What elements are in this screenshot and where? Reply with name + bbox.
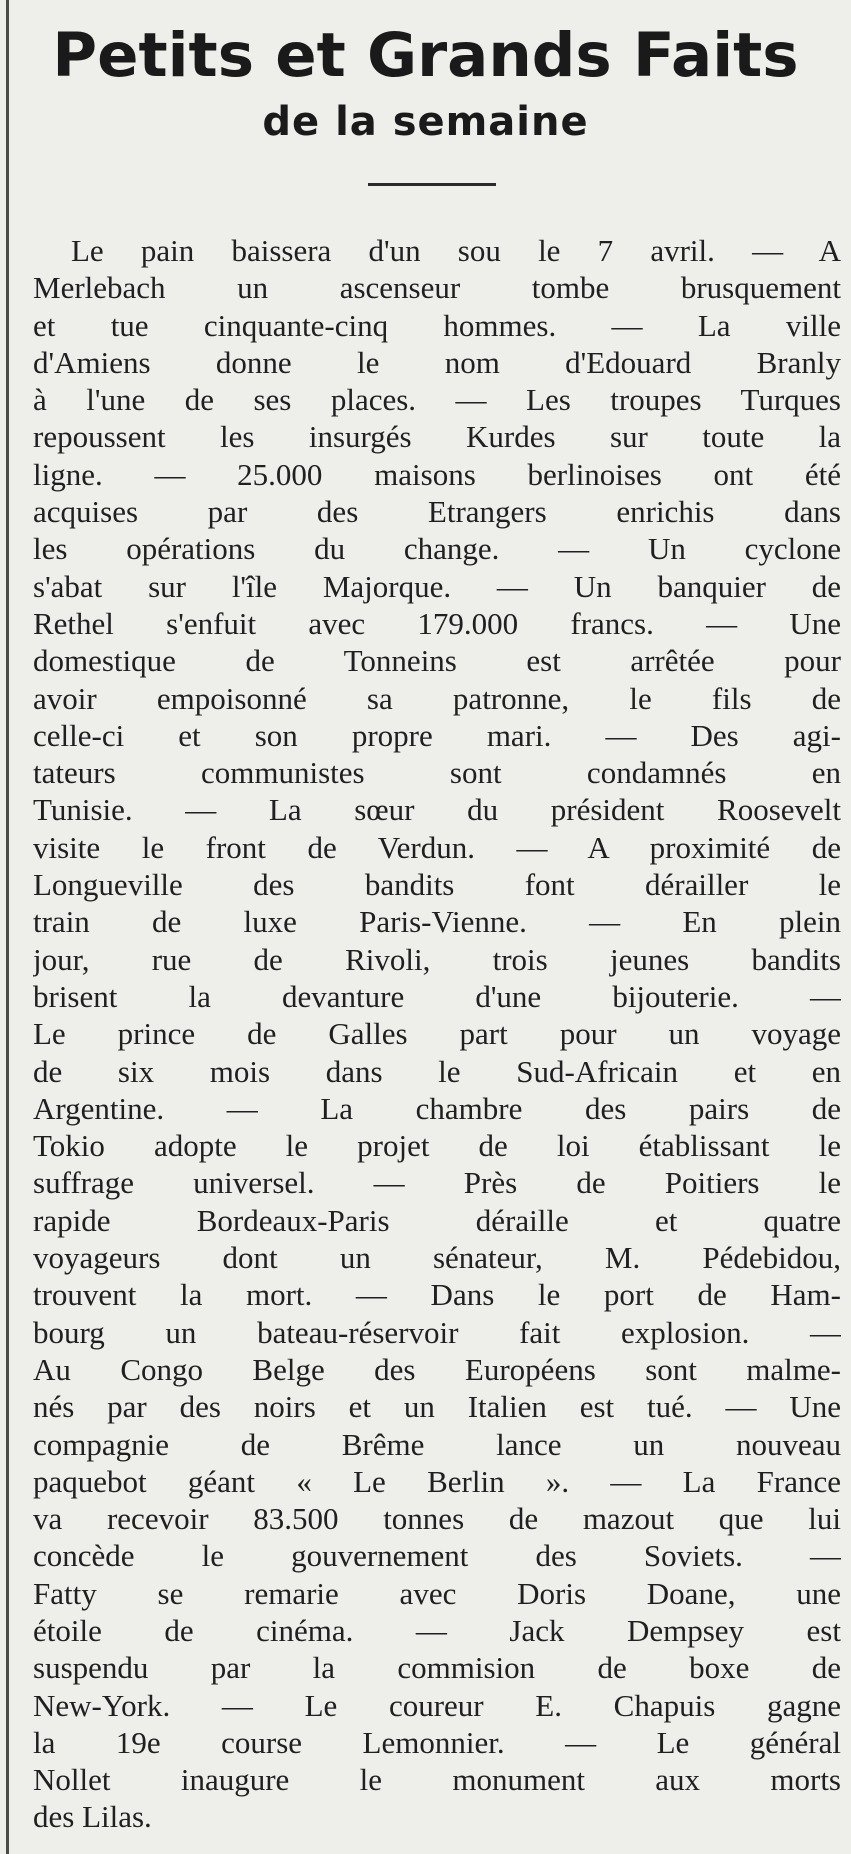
article-line: Le pain baissera d'un sou le 7 avril. — A [71,233,841,268]
article-line: rapide Bordeaux-Paris déraille et quatre [33,1202,841,1238]
article-line: va recevoir 83.500 tonnes de mazout que lui [33,1501,841,1537]
article-line: Nollet inaugure le monument aux morts [33,1762,841,1798]
article-line: s'abat sur l'île Majorque. — Un banquier de [33,568,841,604]
article-line: jour, rue de Rivoli, trois jeunes bandits [33,941,841,977]
article-line: d'Amiens donne le nom d'Edouard Branly [33,344,841,380]
article-line: paquebot géant « Le Berlin ». — La France [33,1463,841,1499]
article-line: avoir empoisonné sa patronne, le fils de [33,680,841,716]
article-line: celle-ci et son propre mari. — Des agi- [33,717,841,753]
article-line: acquises par des Etrangers enrichis dans [33,494,841,530]
page-title: Petits et Grands Faits [52,20,799,91]
page-subtitle: de la semaine [262,99,589,145]
article-line: de six mois dans le Sud-Africain et en [33,1053,841,1089]
article-line: compagnie de Brême lance un nouveau [33,1426,841,1462]
article-line: bourg un bateau-réservoir fait explosion. — [33,1314,841,1350]
article-line: Argentine. — La chambre des pairs de [33,1090,841,1126]
article-line: concède le gouvernement des Soviets. — [33,1538,841,1574]
article-line: Tokio adopte le projet de loi établissant le [33,1128,841,1164]
title-separator [368,183,496,186]
article-line: tateurs communistes sont condamnés en [33,755,841,791]
article-line: Rethel s'enfuit avec 179.000 francs. — Une [33,605,841,641]
article-line: Merlebach un ascenseur tombe brusquement [33,270,841,306]
article-line: suffrage universel. — Près de Poitiers le [33,1165,841,1201]
article-line: la 19e course Lemonnier. — Le général [33,1724,841,1760]
article-line: train de luxe Paris-Vienne. — En plein [33,904,841,940]
article-line: et tue cinquante-cinq hommes. — La ville [33,307,841,343]
article-line: ligne. — 25.000 maisons berlinoises ont été [33,456,841,492]
article-line: New-York. — Le coureur E. Chapuis gagne [33,1687,841,1723]
article-line: Le prince de Galles part pour un voyage [33,1016,841,1052]
article-line: les opérations du change. — Un cyclone [33,531,841,567]
article-line: Tunisie. — La sœur du président Roosevelt [33,792,841,828]
article-line: voyageurs dont un sénateur, M. Pédebidou, [33,1240,841,1276]
article-line: suspendu par la commision de boxe de [33,1650,841,1686]
article-line: brisent la devanture d'une bijouterie. — [33,978,841,1014]
article-line: domestique de Tonneins est arrêtée pour [33,643,841,679]
article-body [33,232,841,1836]
article-line: à l'une de ses places. — Les troupes Turques [33,382,841,418]
article-line: repoussent les insurgés Kurdes sur toute la [33,419,841,455]
article-line: visite le front de Verdun. — A proximité de [33,829,841,865]
article-line: Fatty se remarie avec Doris Doane, une [33,1575,841,1611]
column-rule [6,0,9,1854]
article-line: trouvent la mort. — Dans le port de Ham- [33,1277,841,1313]
article-line: des Lilas. [33,1799,152,1835]
article-line: nés par des noirs et un Italien est tué. — Une [33,1389,841,1425]
article-line: Au Congo Belge des Européens sont malme- [33,1351,841,1387]
article-line: étoile de cinéma. — Jack Dempsey est [33,1612,841,1648]
article-line: Longueville des bandits font dérailler le [33,867,841,903]
